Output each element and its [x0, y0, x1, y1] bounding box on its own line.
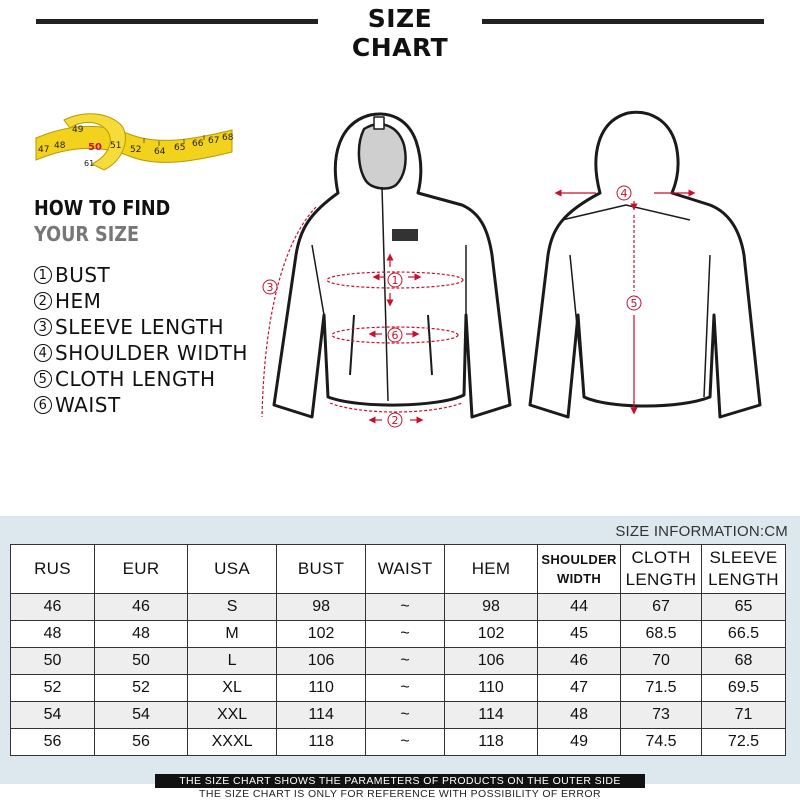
- table-cell: 110: [445, 675, 538, 702]
- table-cell: 46: [94, 594, 187, 621]
- legend-item-hem: [34, 288, 248, 314]
- table-cell: 102: [445, 621, 538, 648]
- footer-note-outer-side: THE SIZE CHART SHOWS THE PARAMETERS OF PRODUCTS ON THE OUTER SIDE: [155, 774, 645, 788]
- table-cell: 54: [94, 702, 187, 729]
- column-header: WAIST: [366, 545, 445, 594]
- legend-number: 4: [34, 344, 52, 362]
- diagram-marker: 6: [391, 329, 399, 342]
- table-cell: ~: [366, 729, 445, 756]
- legend-label: SHOULDER WIDTH: [55, 341, 248, 365]
- table-cell: 48: [11, 621, 95, 648]
- legend-number: 5: [34, 370, 52, 388]
- table-cell: ~: [366, 675, 445, 702]
- column-header: [701, 545, 785, 594]
- tape-number: 68: [222, 133, 234, 143]
- legend-item-shoulder-width: [34, 340, 248, 366]
- table-cell: 66.5: [701, 621, 785, 648]
- title-rule-left: [36, 19, 318, 24]
- table-cell: 74.5: [621, 729, 702, 756]
- table-cell: 71.5: [621, 675, 702, 702]
- table-cell: 44: [538, 594, 621, 621]
- table-cell: 68.5: [621, 621, 702, 648]
- tape-number: 51: [110, 141, 122, 151]
- table-cell: 106: [445, 648, 538, 675]
- table-cell: S: [188, 594, 277, 621]
- table-header-row: [11, 545, 786, 594]
- table-cell: 50: [94, 648, 187, 675]
- tape-number: 52: [130, 145, 142, 155]
- table-cell: 54: [11, 702, 95, 729]
- table-row: [11, 675, 786, 702]
- footer-note-reference: THE SIZE CHART IS ONLY FOR REFERENCE WITH POSSIBILITY OF ERROR: [199, 788, 601, 800]
- table-cell: 48: [538, 702, 621, 729]
- jacket-back-illustration: [530, 112, 760, 417]
- table-cell: 68: [701, 648, 785, 675]
- table-cell: ~: [366, 621, 445, 648]
- table-cell: ~: [366, 594, 445, 621]
- table-cell: 52: [94, 675, 187, 702]
- table-cell: 98: [277, 594, 366, 621]
- column-header: BUST: [277, 545, 366, 594]
- your-size-heading: YOUR SIZE: [34, 222, 140, 246]
- how-to-find-heading: HOW TO FIND: [34, 196, 171, 220]
- legend-item-cloth-length: [34, 366, 248, 392]
- header-line: LENGTH: [625, 570, 697, 589]
- column-header: [621, 545, 702, 594]
- table-cell: XXXL: [188, 729, 277, 756]
- column-header: RUS: [11, 545, 95, 594]
- table-row: [11, 648, 786, 675]
- size-info-label: SIZE INFORMATION:CM: [615, 523, 788, 540]
- tape-number: 66: [192, 139, 204, 149]
- tape-number: 50: [88, 142, 102, 153]
- table-cell: 52: [11, 675, 95, 702]
- table-cell: ~: [366, 702, 445, 729]
- table-cell: 45: [538, 621, 621, 648]
- table-cell: M: [188, 621, 277, 648]
- legend-number: 3: [34, 318, 52, 336]
- table-cell: 56: [11, 729, 95, 756]
- legend-label: BUST: [55, 263, 111, 287]
- table-cell: 114: [277, 702, 366, 729]
- diagram-marker: 5: [630, 297, 638, 310]
- table-cell: 46: [11, 594, 95, 621]
- table-row: [11, 594, 786, 621]
- table-cell: 110: [277, 675, 366, 702]
- header-line: SHOULDER: [541, 552, 617, 567]
- table-cell: 71: [701, 702, 785, 729]
- table-cell: 70: [621, 648, 702, 675]
- title-rule-right: [482, 19, 764, 24]
- table-cell: XXL: [188, 702, 277, 729]
- table-cell: 50: [11, 648, 95, 675]
- tape-number: 49: [72, 125, 84, 135]
- jacket-diagram: [240, 105, 780, 435]
- table-cell: 114: [445, 702, 538, 729]
- table-cell: 56: [94, 729, 187, 756]
- table-cell: 73: [621, 702, 702, 729]
- header-line: LENGTH: [708, 570, 779, 589]
- diagram-marker: 3: [266, 281, 274, 294]
- legend-item-sleeve-length: [34, 314, 248, 340]
- table-cell: 102: [277, 621, 366, 648]
- tape-number: 65: [174, 143, 186, 153]
- legend-label: WAIST: [55, 393, 121, 417]
- legend-item-bust: [34, 262, 248, 288]
- legend-number: 6: [34, 396, 52, 414]
- table-cell: 67: [621, 594, 702, 621]
- legend-label: CLOTH LENGTH: [55, 367, 216, 391]
- title-bar: [0, 0, 800, 62]
- table-cell: 69.5: [701, 675, 785, 702]
- table-cell: L: [188, 648, 277, 675]
- table-row: [11, 621, 786, 648]
- table-row: [11, 702, 786, 729]
- legend-label: SLEEVE LENGTH: [55, 315, 225, 339]
- tape-number: 61: [84, 159, 95, 168]
- size-table: [10, 544, 786, 756]
- table-cell: 106: [277, 648, 366, 675]
- diagram-marker: 4: [620, 187, 628, 200]
- legend-item-waist: [34, 392, 248, 418]
- diagram-marker: 1: [391, 274, 399, 287]
- page-title: SIZE CHART: [351, 4, 449, 62]
- column-header: [538, 545, 621, 594]
- legend-label: HEM: [55, 289, 102, 313]
- tape-number: 48: [54, 141, 66, 151]
- column-header: USA: [188, 545, 277, 594]
- header-line: CLOTH: [631, 548, 691, 567]
- table-row: [11, 729, 786, 756]
- tape-number: 47: [38, 145, 50, 155]
- table-cell: 49: [538, 729, 621, 756]
- table-cell: ~: [366, 648, 445, 675]
- header-line: WIDTH: [557, 571, 602, 586]
- table-cell: 47: [538, 675, 621, 702]
- table-cell: 65: [701, 594, 785, 621]
- jacket-front-illustration: [274, 114, 510, 417]
- table-cell: 118: [277, 729, 366, 756]
- legend-number: 1: [34, 266, 52, 284]
- header-line: SLEEVE: [709, 548, 778, 567]
- tape-number: 67: [208, 136, 220, 146]
- diagram-marker: 2: [391, 414, 399, 427]
- table-cell: 46: [538, 648, 621, 675]
- measurement-legend: [34, 262, 248, 418]
- table-cell: XL: [188, 675, 277, 702]
- table-cell: 72.5: [701, 729, 785, 756]
- table-cell: 48: [94, 621, 187, 648]
- column-header: HEM: [445, 545, 538, 594]
- legend-number: 2: [34, 292, 52, 310]
- tape-number: 64: [154, 147, 166, 157]
- table-cell: 118: [445, 729, 538, 756]
- measuring-tape-icon: [34, 108, 234, 178]
- column-header: EUR: [94, 545, 187, 594]
- table-cell: 98: [445, 594, 538, 621]
